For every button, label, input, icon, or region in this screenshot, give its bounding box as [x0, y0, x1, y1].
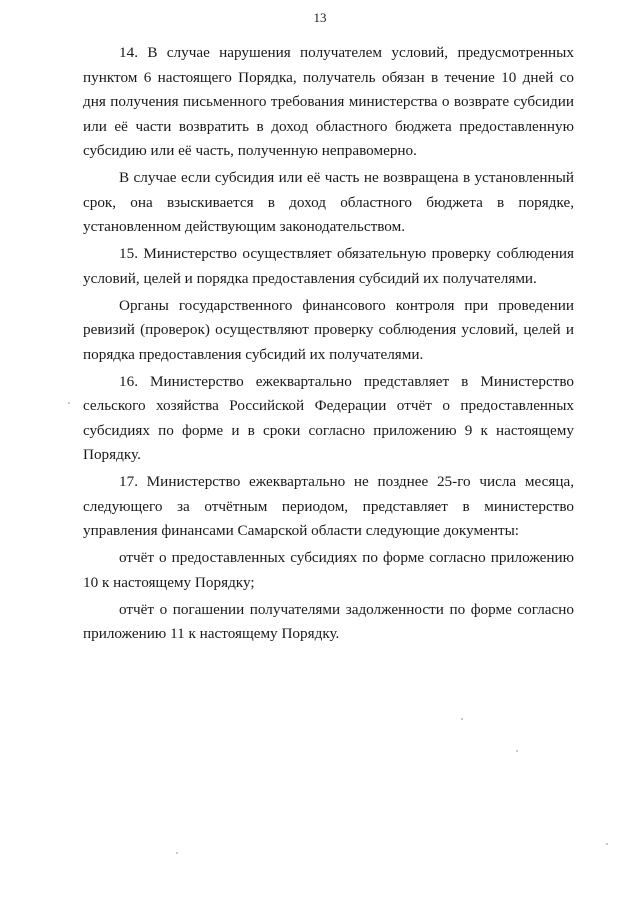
page-number: 13: [313, 10, 327, 25]
scan-speck: [516, 750, 518, 752]
paragraph-17-report-subsidies: отчёт о предоставленных субсидиях по форме согласно приложению 10 к настоящему Порядку;: [83, 549, 574, 591]
scan-speck: [68, 402, 70, 404]
paragraph-14: 14. В случае нарушения получателем условий, предусмотренных пунктом 6 настоящего Порядка, получатель обязан в течение 10 дней со дня получения письменного требования министерства о возврате субсидии или её части возвратить в доход областного бюджета предоставленную субсидию или её часть, полученную неправомерно.: [83, 44, 574, 159]
paragraph-15: 15. Министерство осуществляет обязательную проверку соблюдения условий, целей и порядка предоставления субсидий их получателями.: [83, 245, 574, 287]
paragraph-17: 17. Министерство ежеквартально не позднее 25-го числа месяца, следующего за отчётным периодом, представляет в министерство управления финансами Самарской области следующие документы:: [83, 473, 574, 539]
paragraph-16: 16. Министерство ежеквартально представляет в Министерство сельского хозяйства Российской Федерации отчёт о предоставленных субсидиях по форме и в сроки согласно приложению 9 к настоящему Порядку.: [83, 372, 574, 463]
paragraph-17-report-debt: отчёт о погашении получателями задолженности по форме согласно приложению 11 к настоящему Порядку.: [83, 600, 574, 642]
scan-speck: [606, 843, 608, 845]
scan-speck: [176, 852, 178, 854]
scan-speck: [461, 718, 463, 720]
document-body: [83, 41, 574, 649]
paragraph-14-return: В случае если субсидия или её часть не возвращена в установленный срок, она взыскивается в доход областного бюджета в порядке, установленном действующим законодательством.: [83, 169, 574, 235]
paragraph-15-audit: Органы государственного финансового контроля при проведении ревизий (проверок) осуществляют проверку соблюдения условий, целей и порядка предоставления субсидий их получателями.: [83, 296, 574, 363]
